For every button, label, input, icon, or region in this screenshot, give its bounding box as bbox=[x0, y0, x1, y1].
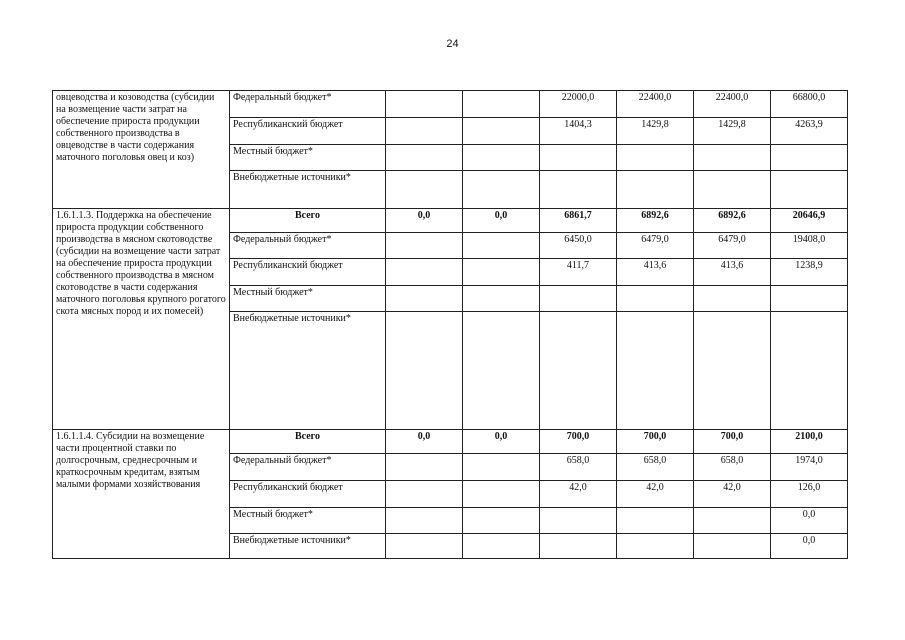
value-cell bbox=[386, 508, 463, 534]
value-cell bbox=[617, 171, 694, 209]
value-cell bbox=[771, 312, 848, 430]
value-cell: 1974,0 bbox=[771, 454, 848, 481]
value-cell bbox=[694, 145, 771, 171]
value-cell: 66800,0 bbox=[771, 91, 848, 118]
value-cell bbox=[463, 508, 540, 534]
value-cell: 658,0 bbox=[540, 454, 617, 481]
value-cell bbox=[386, 91, 463, 118]
value-cell bbox=[386, 259, 463, 286]
value-cell bbox=[386, 534, 463, 559]
value-cell bbox=[694, 508, 771, 534]
value-cell: 6450,0 bbox=[540, 233, 617, 259]
value-cell: 42,0 bbox=[617, 481, 694, 508]
value-cell bbox=[463, 145, 540, 171]
value-cell bbox=[463, 91, 540, 118]
value-cell bbox=[617, 145, 694, 171]
value-cell bbox=[463, 233, 540, 259]
value-cell bbox=[386, 454, 463, 481]
measure-name: овцеводства и козоводства (субсидии на возмещение части затрат на обеспечение прироста продукции собственного производства в овцеводстве в части содержания маточного поголовья овец и коз) bbox=[53, 91, 230, 209]
value-cell bbox=[463, 171, 540, 209]
value-cell: 19408,0 bbox=[771, 233, 848, 259]
value-cell bbox=[386, 118, 463, 145]
funding-source-label: Федеральный бюджет* bbox=[230, 233, 386, 259]
table-row bbox=[53, 430, 848, 454]
value-cell: 22400,0 bbox=[617, 91, 694, 118]
value-cell: 4263,9 bbox=[771, 118, 848, 145]
value-cell: 0,0 bbox=[463, 209, 540, 233]
value-cell bbox=[617, 534, 694, 559]
value-cell bbox=[463, 259, 540, 286]
funding-source-label: Республиканский бюджет bbox=[230, 259, 386, 286]
value-cell: 1429,8 bbox=[694, 118, 771, 145]
funding-source-label: Федеральный бюджет* bbox=[230, 454, 386, 481]
value-cell bbox=[540, 145, 617, 171]
value-cell: 6892,6 bbox=[617, 209, 694, 233]
value-cell bbox=[694, 312, 771, 430]
value-cell bbox=[771, 145, 848, 171]
value-cell bbox=[386, 286, 463, 312]
value-cell: 658,0 bbox=[617, 454, 694, 481]
value-cell: 0,0 bbox=[386, 430, 463, 454]
value-cell: 413,6 bbox=[694, 259, 771, 286]
measure-name: 1.6.1.1.4. Субсидии на возмещение части процентной ставки по долгосрочным, среднесрочным и краткосрочным кредитам, взятым малыми формами хозяйствования bbox=[53, 430, 230, 559]
funding-source-label: Федеральный бюджет* bbox=[230, 91, 386, 118]
table-row bbox=[53, 91, 848, 118]
value-cell: 0,0 bbox=[386, 209, 463, 233]
funding-source-label: Местный бюджет* bbox=[230, 145, 386, 171]
total-label: Всего bbox=[230, 209, 386, 233]
value-cell bbox=[540, 534, 617, 559]
value-cell bbox=[463, 481, 540, 508]
value-cell: 6861,7 bbox=[540, 209, 617, 233]
value-cell bbox=[463, 534, 540, 559]
value-cell bbox=[617, 286, 694, 312]
value-cell: 0,0 bbox=[771, 508, 848, 534]
value-cell: 700,0 bbox=[694, 430, 771, 454]
value-cell bbox=[386, 233, 463, 259]
value-cell: 413,6 bbox=[617, 259, 694, 286]
funding-source-label: Внебюджетные источники* bbox=[230, 312, 386, 430]
value-cell: 0,0 bbox=[463, 430, 540, 454]
value-cell: 6479,0 bbox=[694, 233, 771, 259]
value-cell: 20646,9 bbox=[771, 209, 848, 233]
page-number: 24 bbox=[446, 38, 459, 50]
funding-source-label: Местный бюджет* bbox=[230, 508, 386, 534]
funding-source-label: Местный бюджет* bbox=[230, 286, 386, 312]
value-cell bbox=[617, 312, 694, 430]
value-cell: 700,0 bbox=[540, 430, 617, 454]
value-cell: 22000,0 bbox=[540, 91, 617, 118]
value-cell: 22400,0 bbox=[694, 91, 771, 118]
value-cell: 700,0 bbox=[617, 430, 694, 454]
value-cell: 2100,0 bbox=[771, 430, 848, 454]
value-cell: 1404,3 bbox=[540, 118, 617, 145]
table-row bbox=[53, 209, 848, 233]
value-cell: 126,0 bbox=[771, 481, 848, 508]
value-cell bbox=[694, 534, 771, 559]
value-cell bbox=[463, 454, 540, 481]
funding-source-label: Республиканский бюджет bbox=[230, 118, 386, 145]
value-cell bbox=[540, 171, 617, 209]
value-cell bbox=[463, 312, 540, 430]
value-cell: 658,0 bbox=[694, 454, 771, 481]
value-cell bbox=[386, 312, 463, 430]
funding-source-label: Республиканский бюджет bbox=[230, 481, 386, 508]
value-cell bbox=[386, 171, 463, 209]
value-cell bbox=[386, 145, 463, 171]
value-cell bbox=[540, 312, 617, 430]
value-cell bbox=[463, 118, 540, 145]
value-cell bbox=[771, 171, 848, 209]
value-cell bbox=[386, 481, 463, 508]
value-cell bbox=[694, 286, 771, 312]
value-cell bbox=[463, 286, 540, 312]
value-cell: 0,0 bbox=[771, 534, 848, 559]
value-cell bbox=[540, 286, 617, 312]
funding-source-label: Внебюджетные источники* bbox=[230, 171, 386, 209]
value-cell: 1429,8 bbox=[617, 118, 694, 145]
value-cell: 6479,0 bbox=[617, 233, 694, 259]
budget-table bbox=[52, 90, 848, 559]
value-cell bbox=[694, 171, 771, 209]
value-cell: 6892,6 bbox=[694, 209, 771, 233]
value-cell: 1238,9 bbox=[771, 259, 848, 286]
value-cell: 42,0 bbox=[694, 481, 771, 508]
measure-name: 1.6.1.1.3. Поддержка на обеспечение прироста продукции собственного производства в мясном скотоводстве (субсидии на возмещение части затрат на обеспечение прироста продукции собственного производства в мясном скотоводстве в части содержания маточного поголовья крупного рогатого скота мясных пород и их помесей) bbox=[53, 209, 230, 430]
value-cell bbox=[771, 286, 848, 312]
value-cell: 411,7 bbox=[540, 259, 617, 286]
value-cell bbox=[617, 508, 694, 534]
value-cell bbox=[540, 508, 617, 534]
funding-source-label: Внебюджетные источники* bbox=[230, 534, 386, 559]
total-label: Всего bbox=[230, 430, 386, 454]
value-cell: 42,0 bbox=[540, 481, 617, 508]
